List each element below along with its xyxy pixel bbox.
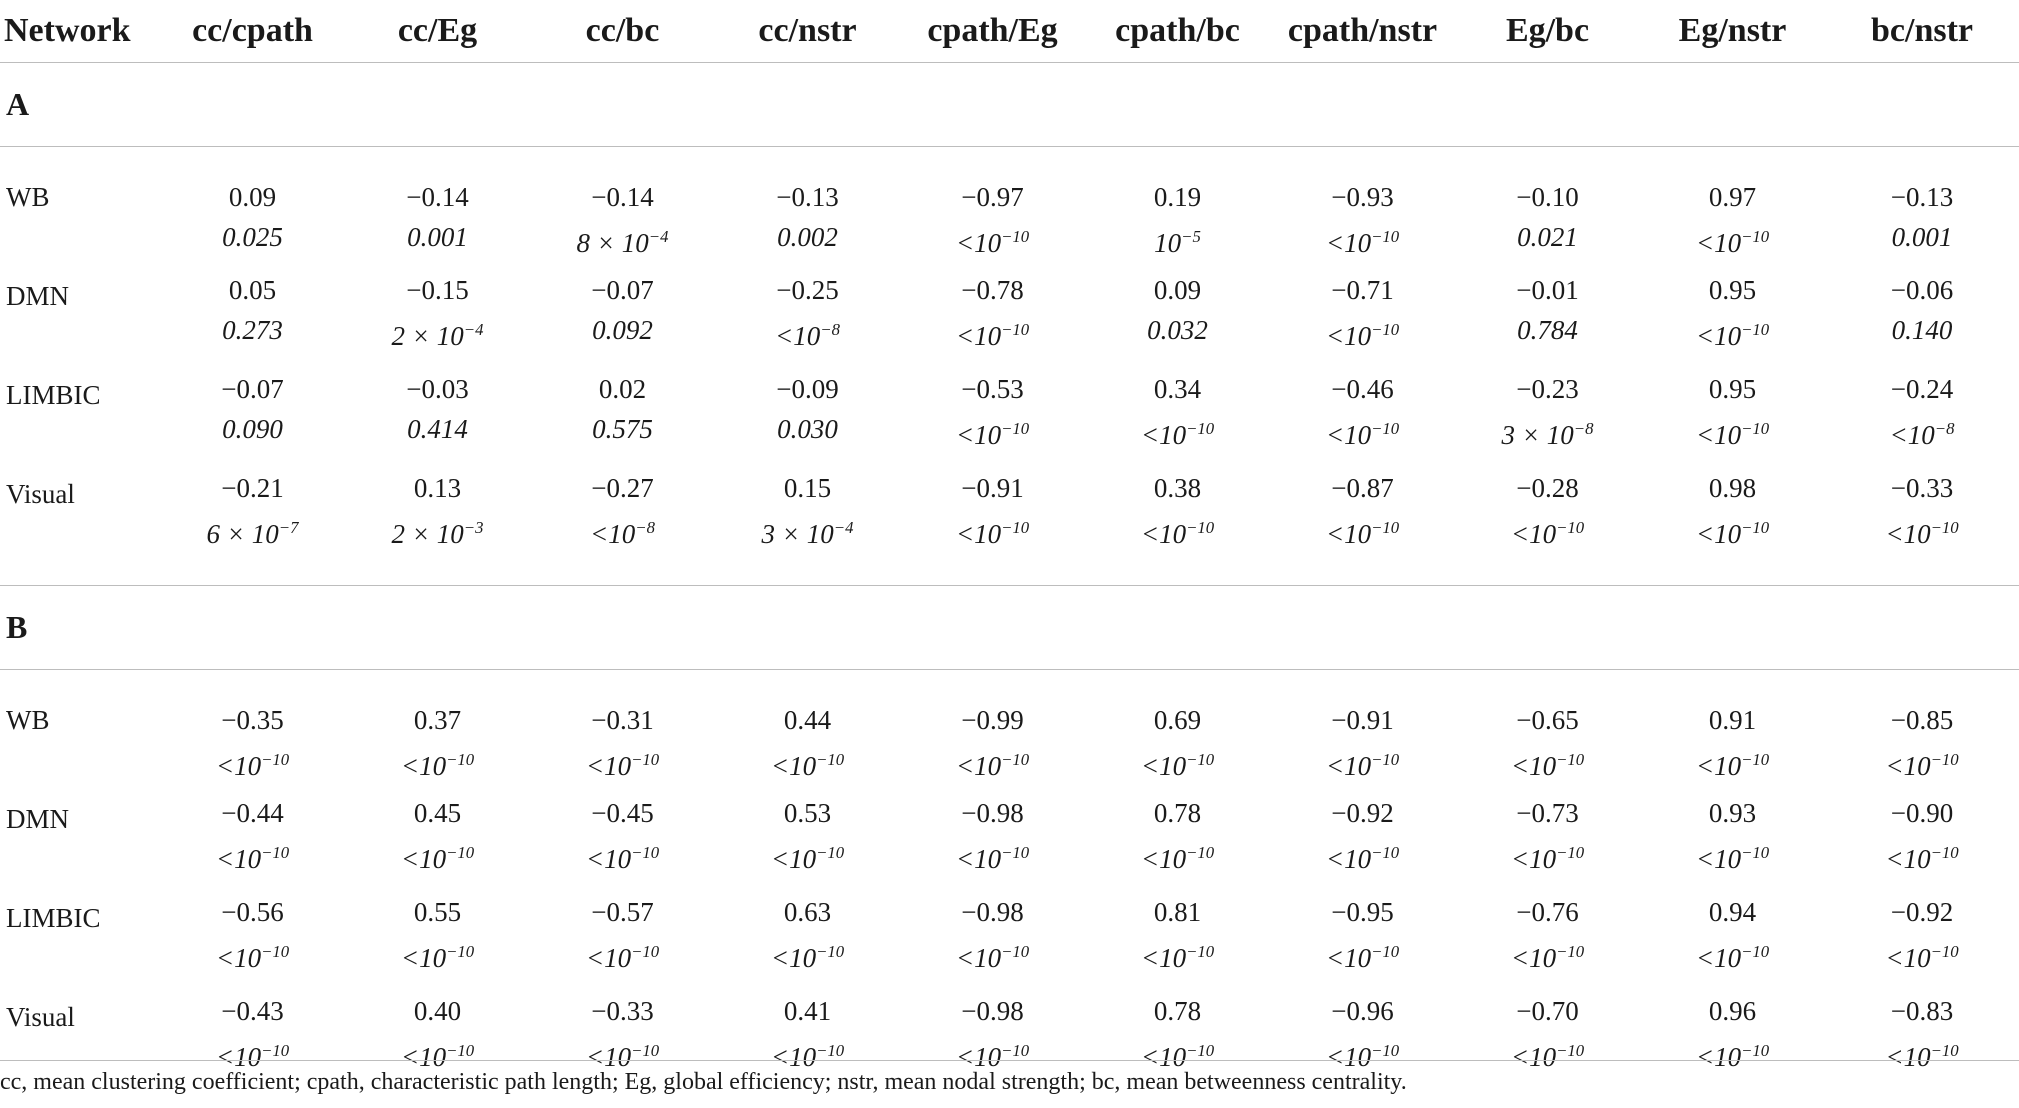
p-value: $<10^{-10}$ [1270,1031,1455,1077]
p-value: $<10^{-10}$ [1270,740,1455,786]
correlation-value: −0.97 [900,177,1085,217]
network-name: WB [0,147,160,271]
correlation-value: −0.87 [1270,468,1455,508]
table-cell [345,270,530,369]
network-name: LIMBIC [0,892,160,991]
table-row [0,147,2019,271]
p-value: $<10^{-10}$ [900,310,1085,356]
correlation-value: −0.06 [1825,270,2019,310]
table-cell [1825,892,2019,991]
table-cell [160,793,345,892]
correlation-value: 0.96 [1640,991,1825,1031]
correlation-value: 0.78 [1085,991,1270,1031]
correlation-value: −0.56 [160,892,345,932]
correlation-value: −0.65 [1455,700,1640,740]
header-cc-eg: cc/Eg [345,0,530,63]
section-label: A [0,63,2019,147]
correlation-value: 0.98 [1640,468,1825,508]
correlation-value: −0.43 [160,991,345,1031]
p-value: $<10^{-10}$ [160,932,345,978]
p-value: $<10^{-10}$ [715,740,900,786]
table-cell [1085,270,1270,369]
table-cell [1085,670,1270,794]
table-cell [715,147,900,271]
table-cell [1085,147,1270,271]
p-value: $3 \times 10^{-8}$ [1455,409,1640,455]
correlation-value: 0.15 [715,468,900,508]
p-value: $<10^{-10}$ [1270,508,1455,554]
correlation-value: −0.07 [160,369,345,409]
table-cell [715,468,900,586]
correlation-value: 0.38 [1085,468,1270,508]
p-value: $<10^{-10}$ [715,833,900,879]
correlation-value: 0.93 [1640,793,1825,833]
p-value: $<10^{-10}$ [1270,409,1455,455]
p-value: $<10^{-10}$ [530,932,715,978]
table-row [0,468,2019,586]
header-eg-nstr: Eg/nstr [1640,0,1825,63]
table-cell [715,670,900,794]
header-cc-cpath: cc/cpath [160,0,345,63]
header-cc-nstr: cc/nstr [715,0,900,63]
p-value: $<10^{-10}$ [900,217,1085,263]
p-value: $<10^{-10}$ [715,1031,900,1077]
correlation-value: −0.03 [345,369,530,409]
correlation-value: 0.91 [1640,700,1825,740]
table-cell [900,369,1085,468]
table-row [0,793,2019,892]
p-value: $<10^{-10}$ [900,833,1085,879]
table-cell [160,270,345,369]
table-cell [715,793,900,892]
correlation-value: 0.09 [1085,270,1270,310]
p-value: $<10^{-10}$ [900,932,1085,978]
table-cell [345,369,530,468]
correlation-value: −0.24 [1825,369,2019,409]
p-value: $<10^{-10}$ [1825,1031,2019,1077]
p-value: $<10^{-10}$ [345,932,530,978]
p-value: $<10^{-8}$ [1825,409,2019,455]
table-cell [1455,793,1640,892]
correlation-value: 0.78 [1085,793,1270,833]
correlation-value: −0.83 [1825,991,2019,1031]
correlation-value: −0.91 [900,468,1085,508]
table-cell [1640,892,1825,991]
header-row [0,0,2019,63]
correlation-value: −0.92 [1825,892,2019,932]
table-cell [1640,147,1825,271]
p-value: $<10^{-10}$ [1640,310,1825,356]
section-row [0,63,2019,147]
correlation-value: 0.45 [345,793,530,833]
table-cell [160,369,345,468]
header-cc-bc: cc/bc [530,0,715,63]
correlation-value: −0.98 [900,793,1085,833]
p-value: $<10^{-10}$ [1825,508,2019,554]
p-value: $<10^{-10}$ [345,833,530,879]
network-name: Visual [0,468,160,586]
table-cell [715,369,900,468]
p-value: $10^{-5}$ [1085,217,1270,263]
p-value: $<10^{-10}$ [900,1031,1085,1077]
header-network: Network [0,0,160,63]
p-value: 0.414 [345,409,530,449]
p-value: $<10^{-10}$ [1640,217,1825,263]
correlation-value: −0.35 [160,700,345,740]
table-cell [345,793,530,892]
table-cell [1825,270,2019,369]
correlation-value: −0.71 [1270,270,1455,310]
network-name: DMN [0,270,160,369]
p-value: $<10^{-10}$ [1270,310,1455,356]
table-cell [1270,793,1455,892]
table-cell [345,468,530,586]
p-value: $<10^{-10}$ [345,740,530,786]
correlation-value: 0.40 [345,991,530,1031]
network-name: LIMBIC [0,369,160,468]
table-cell [160,147,345,271]
table-cell [1270,147,1455,271]
p-value: $<10^{-10}$ [1640,932,1825,978]
network-name: WB [0,670,160,794]
table-cell [1270,670,1455,794]
p-value: $<10^{-10}$ [1640,409,1825,455]
table-cell [345,147,530,271]
p-value: 0.784 [1455,310,1640,350]
network-name: Visual [0,991,160,1108]
correlation-value: −0.95 [1270,892,1455,932]
correlation-value: −0.01 [1455,270,1640,310]
correlation-value: −0.96 [1270,991,1455,1031]
correlation-value: −0.92 [1270,793,1455,833]
correlation-value: 0.02 [530,369,715,409]
correlation-value: −0.78 [900,270,1085,310]
p-value: $<10^{-10}$ [1640,1031,1825,1077]
correlation-value: −0.31 [530,700,715,740]
correlation-value: −0.76 [1455,892,1640,932]
p-value: $<10^{-10}$ [715,932,900,978]
correlation-value: 0.09 [160,177,345,217]
correlation-value: −0.57 [530,892,715,932]
table-row [0,270,2019,369]
p-value: $<10^{-10}$ [1455,508,1640,554]
p-value: 0.001 [345,217,530,257]
table-cell [1085,468,1270,586]
table-cell [1085,369,1270,468]
p-value: $<10^{-10}$ [1825,932,2019,978]
correlation-value: 0.44 [715,700,900,740]
table-cell [1085,892,1270,991]
p-value: 0.025 [160,217,345,257]
p-value: $<10^{-10}$ [1085,833,1270,879]
table-cell [1640,468,1825,586]
table-cell [530,892,715,991]
table-cell [1455,147,1640,271]
p-value: 0.575 [530,409,715,449]
correlation-value: −0.27 [530,468,715,508]
correlation-value: −0.45 [530,793,715,833]
table-cell [1825,793,2019,892]
p-value: $<10^{-10}$ [1085,932,1270,978]
p-value: $6 \times 10^{-7}$ [160,508,345,554]
correlation-value: −0.14 [345,177,530,217]
table-cell [900,670,1085,794]
table-cell [1455,270,1640,369]
table-cell [160,670,345,794]
table-cell [1270,369,1455,468]
table-footnote: cc, mean clustering coefficient; cpath, characteristic path length; Eg, global efficiency; nstr, mean nodal strength; bc, mean betweenness centrality. [0,1060,2019,1096]
table-cell [1640,369,1825,468]
p-value: 0.140 [1825,310,2019,350]
table-cell [900,793,1085,892]
p-value: 0.002 [715,217,900,257]
p-value: 0.090 [160,409,345,449]
p-value: $<10^{-10}$ [345,1031,530,1077]
p-value: 0.001 [1825,217,2019,257]
table-cell [1270,270,1455,369]
table-cell [900,892,1085,991]
correlation-value: 0.13 [345,468,530,508]
correlation-value: −0.14 [530,177,715,217]
table-cell [160,468,345,586]
p-value: $<10^{-10}$ [1640,833,1825,879]
p-value: $<10^{-10}$ [530,1031,715,1077]
p-value: $<10^{-10}$ [900,740,1085,786]
p-value: $<10^{-10}$ [1640,740,1825,786]
correlation-value: 0.19 [1085,177,1270,217]
correlation-value: 0.94 [1640,892,1825,932]
table-cell [1640,793,1825,892]
section-row [0,586,2019,670]
correlation-value: 0.97 [1640,177,1825,217]
table-cell [715,270,900,369]
p-value: $<10^{-10}$ [1270,833,1455,879]
table-cell [530,369,715,468]
section-label: B [0,586,2019,670]
table-cell [715,892,900,991]
table-cell [530,793,715,892]
correlation-value: 0.55 [345,892,530,932]
table-cell [1825,147,2019,271]
table-row [0,892,2019,991]
p-value: $<10^{-10}$ [530,833,715,879]
correlation-value: −0.09 [715,369,900,409]
correlation-value: 0.34 [1085,369,1270,409]
header-bc-nstr: bc/nstr [1825,0,2019,63]
table-cell [530,670,715,794]
p-value: $<10^{-10}$ [1085,1031,1270,1077]
correlation-value: −0.46 [1270,369,1455,409]
correlation-value: −0.13 [1825,177,2019,217]
p-value: 0.030 [715,409,900,449]
correlation-value: 0.69 [1085,700,1270,740]
correlation-value: 0.37 [345,700,530,740]
correlation-value: −0.10 [1455,177,1640,217]
correlation-value: 0.41 [715,991,900,1031]
table-row [0,369,2019,468]
correlation-value: 0.53 [715,793,900,833]
correlation-value: 0.63 [715,892,900,932]
table-cell [530,270,715,369]
correlation-value: −0.25 [715,270,900,310]
correlation-value: 0.05 [160,270,345,310]
table-cell [1455,468,1640,586]
p-value: $<10^{-10}$ [160,1031,345,1077]
table-cell [345,670,530,794]
p-value: $<10^{-10}$ [1825,833,2019,879]
table-cell [1455,369,1640,468]
p-value: $2 \times 10^{-3}$ [345,508,530,554]
correlation-value: 0.81 [1085,892,1270,932]
correlation-value: −0.91 [1270,700,1455,740]
p-value: $3 \times 10^{-4}$ [715,508,900,554]
header-cpath-eg: cpath/Eg [900,0,1085,63]
p-value: $<10^{-10}$ [160,740,345,786]
correlation-value: −0.21 [160,468,345,508]
p-value: $<10^{-10}$ [530,740,715,786]
correlation-value: −0.93 [1270,177,1455,217]
p-value: $<10^{-10}$ [900,508,1085,554]
table-cell [1825,369,2019,468]
table-cell [1640,270,1825,369]
network-name: DMN [0,793,160,892]
correlation-value: −0.53 [900,369,1085,409]
table-cell [345,892,530,991]
table-cell [1085,793,1270,892]
p-value: $<10^{-8}$ [715,310,900,356]
p-value: $<10^{-10}$ [1825,740,2019,786]
table-cell [1455,670,1640,794]
table-body [0,63,2019,1108]
correlation-value: −0.15 [345,270,530,310]
table-cell [1270,892,1455,991]
p-value: $2 \times 10^{-4}$ [345,310,530,356]
correlation-value: −0.33 [530,991,715,1031]
table-cell [1455,892,1640,991]
header-cpath-nstr: cpath/nstr [1270,0,1455,63]
correlation-value: −0.33 [1825,468,2019,508]
p-value: $<10^{-10}$ [1455,833,1640,879]
correlation-value: −0.13 [715,177,900,217]
p-value: $8 \times 10^{-4}$ [530,217,715,263]
p-value: $<10^{-10}$ [160,833,345,879]
p-value: 0.021 [1455,217,1640,257]
table-cell [530,147,715,271]
correlation-value: −0.90 [1825,793,2019,833]
correlation-value: −0.99 [900,700,1085,740]
header-eg-bc: Eg/bc [1455,0,1640,63]
p-value: $<10^{-10}$ [900,409,1085,455]
p-value: 0.032 [1085,310,1270,350]
table-cell [1270,468,1455,586]
table-row [0,670,2019,794]
correlation-value: −0.98 [900,892,1085,932]
correlation-value: −0.44 [160,793,345,833]
p-value: $<10^{-10}$ [1640,508,1825,554]
correlation-value: −0.73 [1455,793,1640,833]
p-value: $<10^{-10}$ [1085,740,1270,786]
p-value: $<10^{-8}$ [530,508,715,554]
correlation-value: −0.70 [1455,991,1640,1031]
p-value: $<10^{-10}$ [1455,1031,1640,1077]
header-cpath-bc: cpath/bc [1085,0,1270,63]
correlation-value: −0.98 [900,991,1085,1031]
p-value: $<10^{-10}$ [1270,217,1455,263]
table-cell [900,147,1085,271]
table-cell [1825,468,2019,586]
table-cell [1825,670,2019,794]
p-value: $<10^{-10}$ [1455,932,1640,978]
table-cell [530,468,715,586]
table-cell [1640,670,1825,794]
correlation-value: 0.95 [1640,369,1825,409]
p-value: $<10^{-10}$ [1455,740,1640,786]
table-cell [160,892,345,991]
correlation-value: −0.07 [530,270,715,310]
p-value: $<10^{-10}$ [1085,409,1270,455]
p-value: 0.092 [530,310,715,350]
p-value: $<10^{-10}$ [1270,932,1455,978]
correlation-value: −0.85 [1825,700,2019,740]
p-value: 0.273 [160,310,345,350]
table-cell [900,468,1085,586]
correlation-value: −0.28 [1455,468,1640,508]
table-cell [900,270,1085,369]
p-value: $<10^{-10}$ [1085,508,1270,554]
correlation-value: −0.23 [1455,369,1640,409]
correlation-value: 0.95 [1640,270,1825,310]
